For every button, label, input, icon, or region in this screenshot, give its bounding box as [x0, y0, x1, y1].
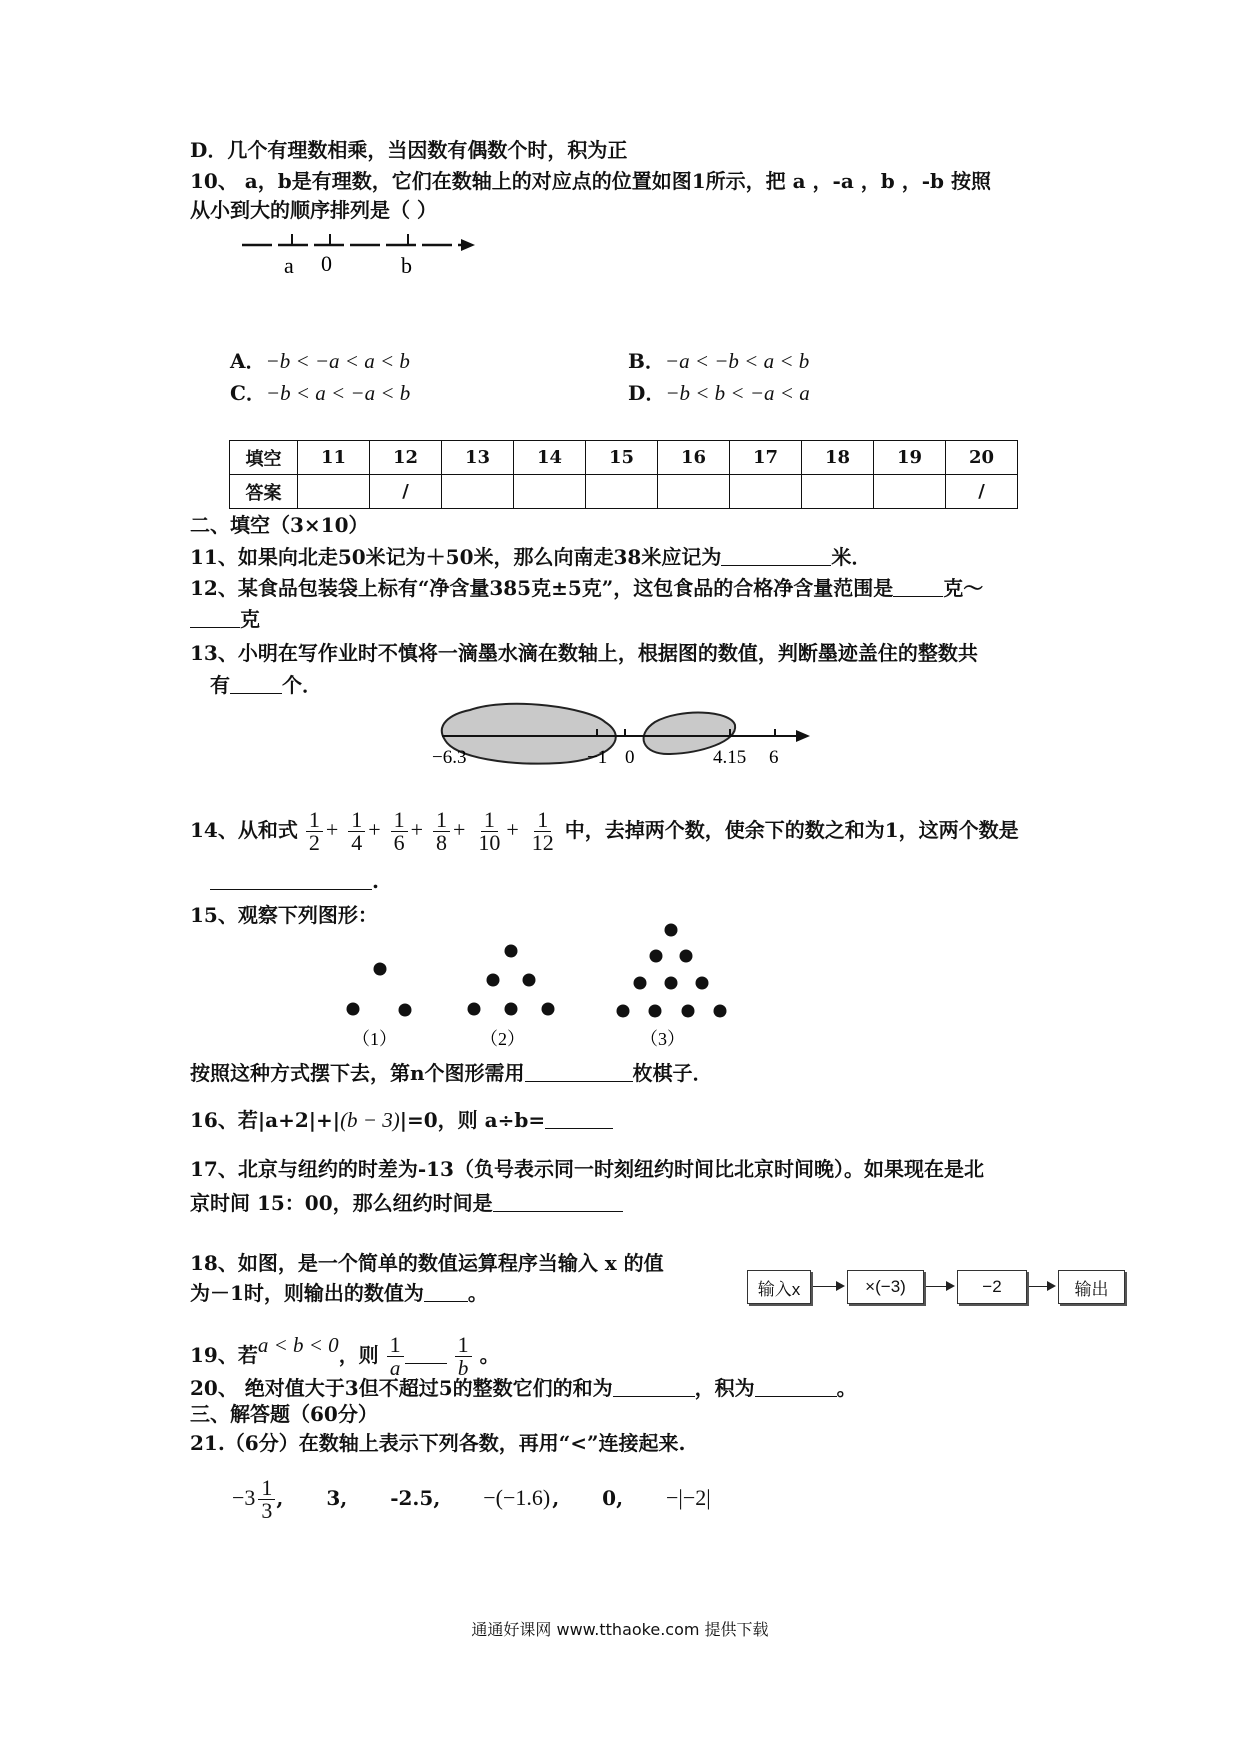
table-cell: 17	[730, 441, 802, 475]
table-cell	[586, 475, 658, 509]
q13-axis-label-6: 6	[769, 747, 779, 768]
table-cell: /	[370, 475, 442, 509]
q13-axis-label-neg6-3: −6.3	[432, 747, 467, 768]
q15-follow: 按照这种方式摆下去，第n个图形需用 枚棋子．	[190, 1061, 713, 1085]
q13-axis-label-neg1: −1	[587, 747, 608, 768]
table-cell	[514, 475, 586, 509]
flow-arrow	[1029, 1286, 1054, 1287]
q21-stem: 21.（6分）在数轴上表示下列各数，再用“<”连接起来.	[190, 1431, 686, 1455]
q13-axis-label-0: 0	[625, 747, 635, 768]
q12-line1: 12、某食品包装袋上标有“净含量385克±5克”，这包食品的合格净含量范围是 克～	[190, 576, 984, 600]
q15-caption-3: （3）	[640, 1029, 685, 1049]
table-cell: /	[946, 475, 1018, 509]
q10-option-c: C．−b < a < −a < b	[230, 381, 411, 405]
table-cell: 20	[946, 441, 1018, 475]
q18-line1: 18、如图，是一个简单的数值运算程序当输入 x 的值	[190, 1251, 664, 1275]
table-cell: 12	[370, 441, 442, 475]
table-cell: 19	[874, 441, 946, 475]
table-cell: 填空	[230, 441, 298, 475]
flow-arrow	[926, 1286, 953, 1287]
q12-line2: 克	[190, 606, 260, 632]
table-cell	[730, 475, 802, 509]
q13-axis-label-4-15: 4.15	[713, 747, 747, 768]
table-cell	[874, 475, 946, 509]
q10-number-line	[240, 225, 490, 280]
section-3-heading: 三、解答题（60分）	[190, 1402, 378, 1426]
q21-numbers: −3 $\frac{1}{3}$ , 3, -2.5, −(−1.6) , 0, −|−2|	[232, 1475, 711, 1523]
answer-table-answer-row	[230, 475, 1018, 509]
table-cell	[658, 475, 730, 509]
flow-input-box: 输入x	[747, 1270, 811, 1304]
table-cell: 答案	[230, 475, 298, 509]
flow-output-box: 输出	[1058, 1270, 1125, 1304]
q14-answer-blank: .	[210, 868, 379, 894]
table-cell	[298, 475, 370, 509]
q18-line2: 为－1时，则输出的数值为 。	[190, 1281, 488, 1305]
q13-line1: 13、小明在写作业时不慎将一滴墨水滴在数轴上，根据图的数值，判断墨迹盖住的整数共	[190, 641, 978, 665]
q10-option-d: D．−b < b < −a < a	[628, 381, 810, 405]
q15-caption-2: （2）	[480, 1029, 525, 1049]
page-footer: 通通好课网 www.tthaoke.com 提供下载	[471, 1620, 769, 1639]
q13-line2: 有 个．	[210, 673, 322, 697]
q10-option-b: B．−a < −b < a < b	[628, 349, 810, 373]
q14: 14、从和式 $\frac{1}{2}$ + $\frac{1}{4}$ + $\frac{1}{6}$ + $\frac{1}{8}$ + $\frac{1}{10}$ + $\frac{1}{12}$ 中，去掉两个数，使余下的数之和为1，这两个数是	[190, 807, 1019, 855]
section-2-heading: 二、填空（3×10）	[190, 513, 369, 537]
q9-option-d: D．几个有理数相乘，当因数有偶数个时，积为正	[190, 138, 628, 162]
table-cell: 18	[802, 441, 874, 475]
table-cell: 14	[514, 441, 586, 475]
q17-line2: 京时间 15：00，那么纽约时间是	[190, 1190, 623, 1216]
q10-stem-line1: 10、 a，b是有理数，它们在数轴上的对应点的位置如图1所示，把 a ，-a ，b ，-b 按照	[190, 169, 991, 193]
flow-multiply-box: ×(−3)	[847, 1270, 924, 1304]
table-cell: 13	[442, 441, 514, 475]
table-cell: 11	[298, 441, 370, 475]
q13-ink-number-line	[430, 700, 820, 780]
answer-table	[229, 440, 1018, 509]
q11: 11、如果向北走50米记为＋50米，那么向南走38米应记为 米．	[190, 545, 872, 569]
q10-axis-label-a: a	[284, 253, 294, 278]
answer-table-header-row	[230, 441, 1018, 475]
table-cell: 16	[658, 441, 730, 475]
q15-stem: 15、观察下列图形：	[190, 903, 378, 927]
q15-caption-1: （1）	[352, 1029, 397, 1049]
table-cell	[442, 475, 514, 509]
q20: 20、 绝对值大于3但不超过5的整数它们的和为 ，积为 。	[190, 1376, 857, 1400]
q16: 16、若|a+2|+|(b − 3)|=0，则 a÷b=	[190, 1107, 613, 1133]
q10-axis-label-0: 0	[321, 251, 332, 276]
table-cell: 15	[586, 441, 658, 475]
q10-axis-label-b: b	[401, 253, 412, 278]
q17-line1: 17、北京与纽约的时差为-13（负号表示同一时刻纽约时间比北京时间晚）。如果现在是北	[190, 1157, 984, 1181]
table-cell	[802, 475, 874, 509]
flow-arrow	[813, 1286, 843, 1287]
q10-stem-line2: 从小到大的顺序排列是（ ）	[190, 198, 437, 222]
q15-dot-figures	[330, 915, 750, 1055]
q19: 19、若a < b < 0，则 $\frac{1}{a}$ $\frac{1}{b}$ 。	[190, 1332, 500, 1380]
flow-subtract-box: −2	[957, 1270, 1027, 1304]
q10-option-a: A．−b < −a < a < b	[230, 349, 410, 373]
